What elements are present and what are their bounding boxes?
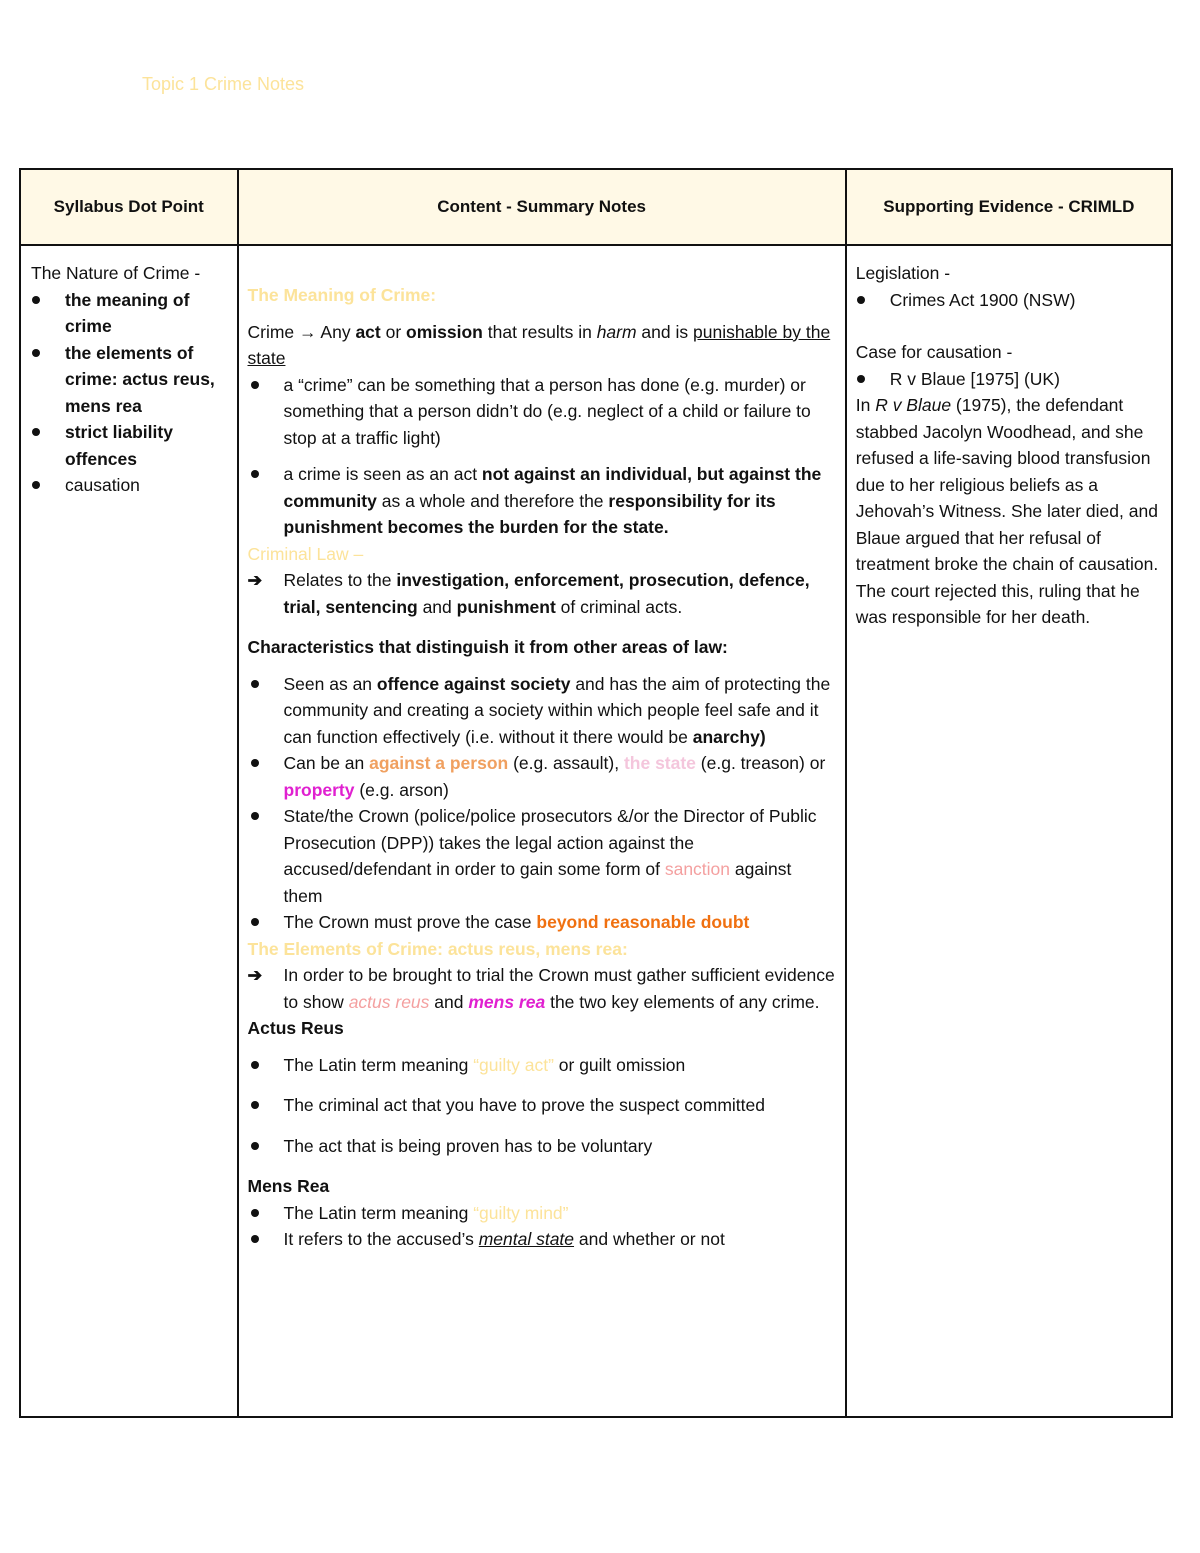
list-item: The act that is being proven has to be voluntary <box>214 1133 835 1160</box>
characteristics-heading: Characteristics that distinguish it from other areas of law: <box>247 637 728 657</box>
syllabus-point: causation <box>0 472 229 499</box>
list-item: The criminal act that you have to prove the suspect committed <box>214 1092 835 1119</box>
syllabus-point: the elements of crime: actus reus, mens rea <box>0 340 229 420</box>
meaning-heading: The Meaning of Crime: <box>247 285 437 305</box>
list-item: Can be an against a person (e.g. assault), the state (e.g. treason) or property (e.g. arson) <box>214 750 835 803</box>
crime-definition: Crime → Any act or omission that results in harm and is punishable by the state <box>247 321 831 368</box>
case-heading: Case for causation - <box>855 342 1013 362</box>
mens-heading: Mens Rea <box>247 1176 330 1196</box>
list-item: ➔ Relates to the investigation, enforcement, prosecution, defence, trial, sentencing and punishment of criminal acts. <box>214 567 835 620</box>
syllabus-cell <box>20 245 238 1417</box>
legislation-list <box>820 287 1161 314</box>
list-item: It refers to the accused’s mental state and whether or not <box>214 1226 835 1253</box>
legislation-heading: Legislation - <box>855 263 951 283</box>
notes-table <box>19 168 1173 1418</box>
list-item: The Crown must prove the case beyond reasonable doubt <box>214 909 835 936</box>
syllabus-point: the meaning of crime <box>0 287 229 340</box>
header-content: Content - Summary Notes <box>238 169 846 245</box>
header-evidence: Supporting Evidence - CRIMLD <box>846 169 1172 245</box>
elements-list <box>214 962 835 1015</box>
meaning-list <box>214 372 835 541</box>
list-item: The Latin term meaning “guilty mind” <box>214 1200 835 1227</box>
list-item: Seen as an offence against society and has the aim of protecting the community and creating a society within which people feel safe and it can function effectively (i.e. without it there would be anarchy) <box>214 671 835 751</box>
criminal-law-list <box>214 567 835 620</box>
header-syllabus: Syllabus Dot Point <box>20 169 238 245</box>
actus-heading: Actus Reus <box>247 1018 344 1038</box>
evidence-cell <box>846 245 1172 1417</box>
syllabus-heading: The Nature of Crime - <box>31 263 201 283</box>
elements-heading: The Elements of Crime: actus reus, mens rea: <box>247 938 628 959</box>
case-list <box>820 366 1161 393</box>
list-item: Crimes Act 1900 (NSW) <box>820 287 1161 314</box>
mens-list <box>214 1200 835 1253</box>
right-arrow-icon: ➔ <box>247 965 263 985</box>
case-text: In R v Blaue (1975), the defendant stabbed Jacolyn Woodhead, and she refused a life-saving blood transfusion due to her religious beliefs as a Jehovah’s Witness. She later died, and Blaue argued that her refusal of treatment broke the chain of causation. The court rejected this, ruling that he was responsible for her death. <box>855 395 1159 627</box>
syllabus-point: strict liability offences <box>0 419 229 472</box>
list-item: R v Blaue [1975] (UK) <box>820 366 1161 393</box>
characteristics-list <box>214 671 835 936</box>
list-item: The Latin term meaning “guilty act” or guilt omission <box>214 1052 835 1079</box>
syllabus-list <box>0 287 229 499</box>
criminal-law-heading: Criminal Law – <box>247 543 364 564</box>
table-row <box>20 245 1172 1417</box>
document-title: Topic 1 Crime Notes <box>142 74 305 94</box>
right-arrow-icon: ➔ <box>247 570 263 590</box>
list-item: a “crime” can be something that a person has done (e.g. murder) or something that a person didn’t do (e.g. neglect of a child or failure to stop at a traffic light) <box>214 372 835 452</box>
list-item: a crime is seen as an act not against an individual, but against the community as a whole and therefore the responsibility for its punishment becomes the burden for the state. <box>214 461 835 541</box>
table-header-row <box>20 169 1172 245</box>
content-cell <box>238 245 846 1417</box>
list-item: State/the Crown (police/police prosecutors &/or the Director of Public Prosecution (DPP)) takes the legal action against the accused/defendant in order to gain some form of sanction against them <box>214 803 835 909</box>
actus-list <box>214 1052 835 1160</box>
list-item: ➔ In order to be brought to trial the Crown must gather sufficient evidence to show actus reus and mens rea the two key elements of any crime. <box>214 962 835 1015</box>
